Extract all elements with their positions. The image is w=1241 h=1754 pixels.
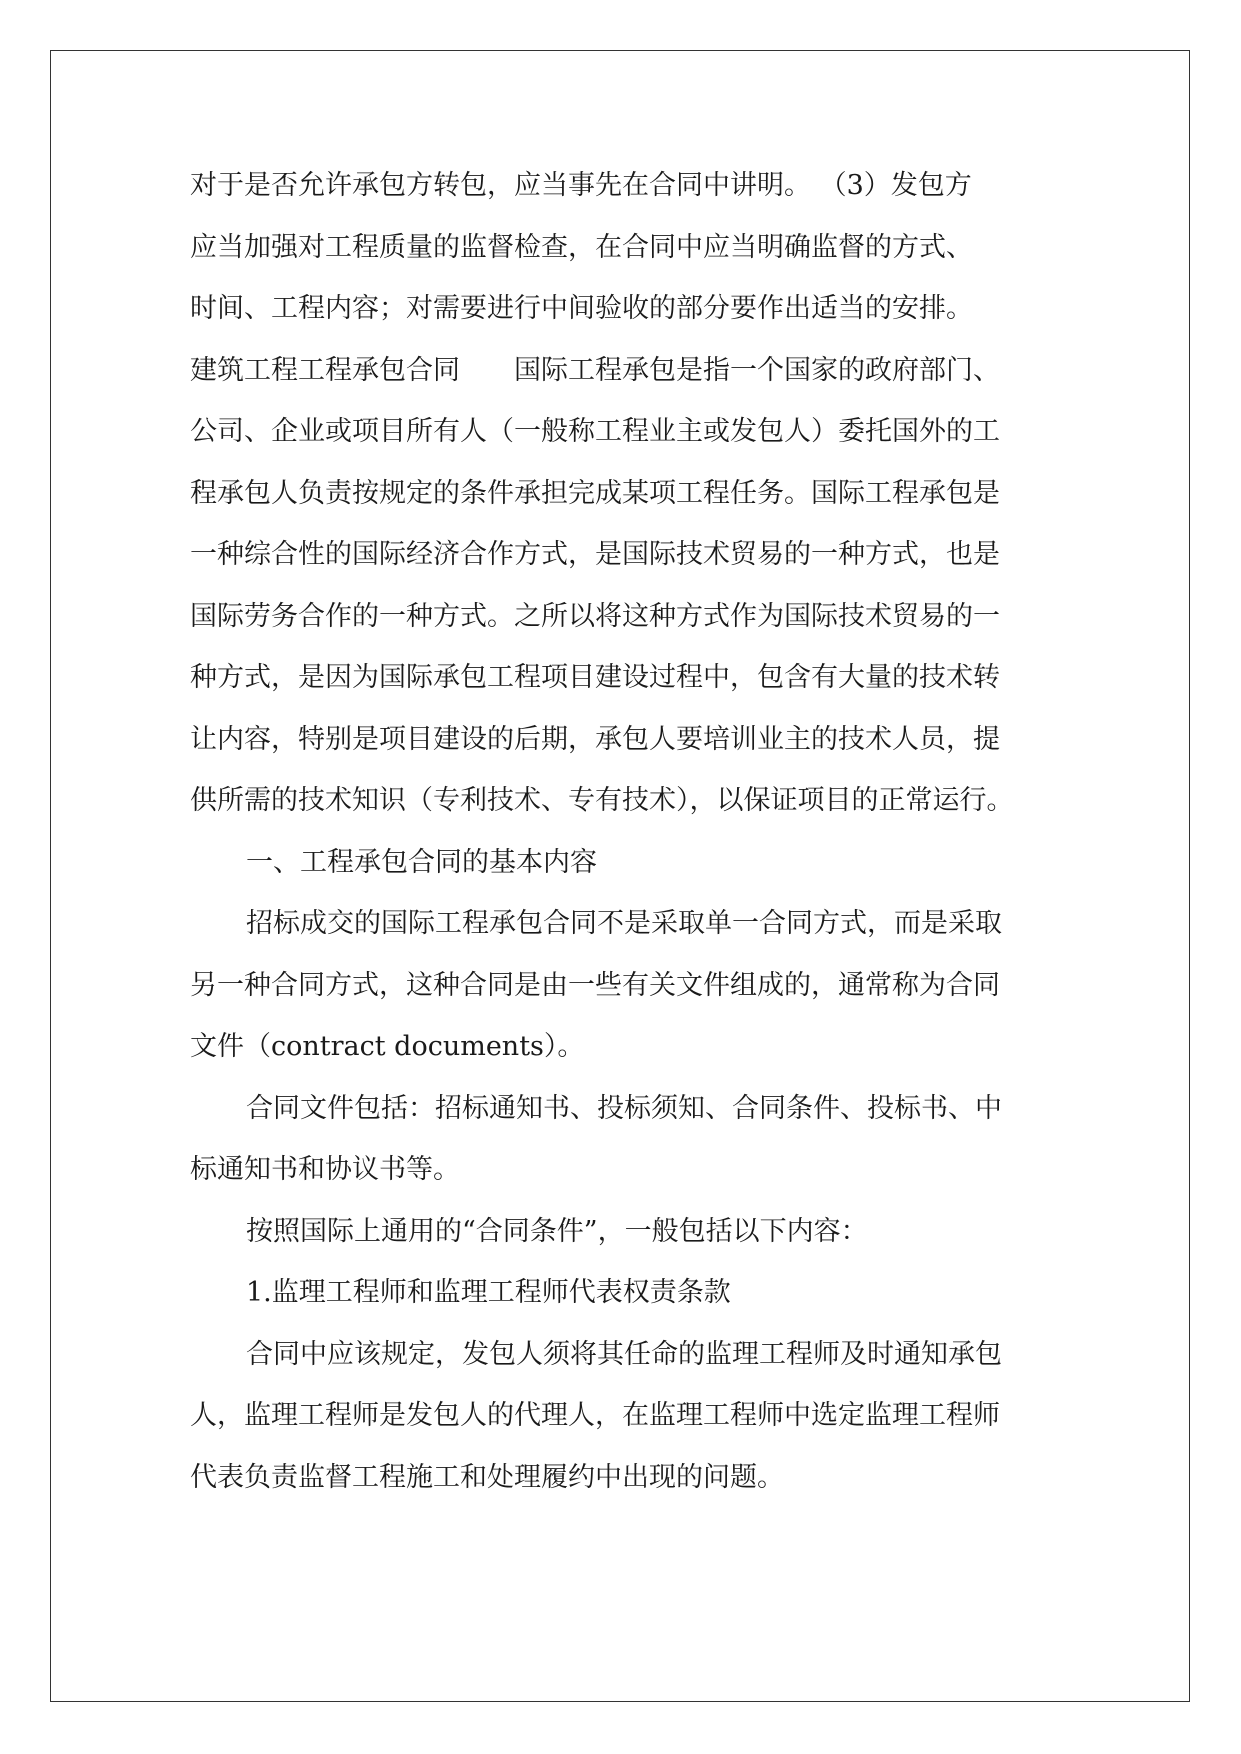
text-line: 程承包人负责按规定的条件承担完成某项工程任务。国际工程承包是	[190, 477, 1000, 509]
text-line: 合同中应该规定，发包人须将其任命的监理工程师及时通知承包	[246, 1338, 1002, 1370]
document-body	[190, 155, 1070, 1508]
text-line: 供所需的技术知识（专利技术、专有技术），以保证项目的正常运行。	[190, 785, 1014, 816]
text-line: 按照国际上通用的“合同条件”，一般包括以下内容：	[246, 1215, 868, 1247]
text-line: 另一种合同方式，这种合同是由一些有关文件组成的，通常称为合同	[190, 969, 1000, 1001]
text-line: 一种综合性的国际经济合作方式，是国际技术贸易的一种方式，也是	[190, 539, 1000, 570]
text-line: 国际劳务合作的一种方式。之所以将这种方式作为国际技术贸易的一	[190, 600, 1000, 632]
text-line: 建筑工程工程承包合同 国际工程承包是指一个国家的政府部门、	[190, 354, 1000, 386]
text-line: 让内容，特别是项目建设的后期，承包人要培训业主的技术人员，提	[190, 723, 1000, 755]
text-line: 对于是否允许承包方转包，应当事先在合同中讲明。 （3）发包方	[190, 170, 972, 201]
text-line: 合同文件包括：招标通知书、投标须知、合同条件、投标书、中	[246, 1092, 1002, 1124]
subsection-heading: 1.监理工程师和监理工程师代表权责条款	[246, 1277, 731, 1308]
text-line: 代表负责监督工程施工和处理履约中出现的问题。	[190, 1461, 784, 1493]
text-line: 种方式，是因为国际承包工程项目建设过程中，包含有大量的技术转	[190, 662, 1000, 693]
text-line: 文件（contract documents）。	[190, 1031, 585, 1062]
section-heading: 一、工程承包合同的基本内容	[246, 846, 597, 878]
text-line: 应当加强对工程质量的监督检查，在合同中应当明确监督的方式、	[190, 231, 973, 263]
text-line: 招标成交的国际工程承包合同不是采取单一合同方式，而是采取	[246, 908, 1002, 939]
text-line: 公司、企业或项目所有人（一般称工程业主或发包人）委托国外的工	[190, 416, 1000, 447]
text-line: 标通知书和协议书等。	[190, 1154, 460, 1185]
text-line: 时间、工程内容；对需要进行中间验收的部分要作出适当的安排。	[190, 293, 973, 324]
text-line: 人，监理工程师是发包人的代理人，在监理工程师中选定监理工程师	[190, 1400, 1000, 1431]
